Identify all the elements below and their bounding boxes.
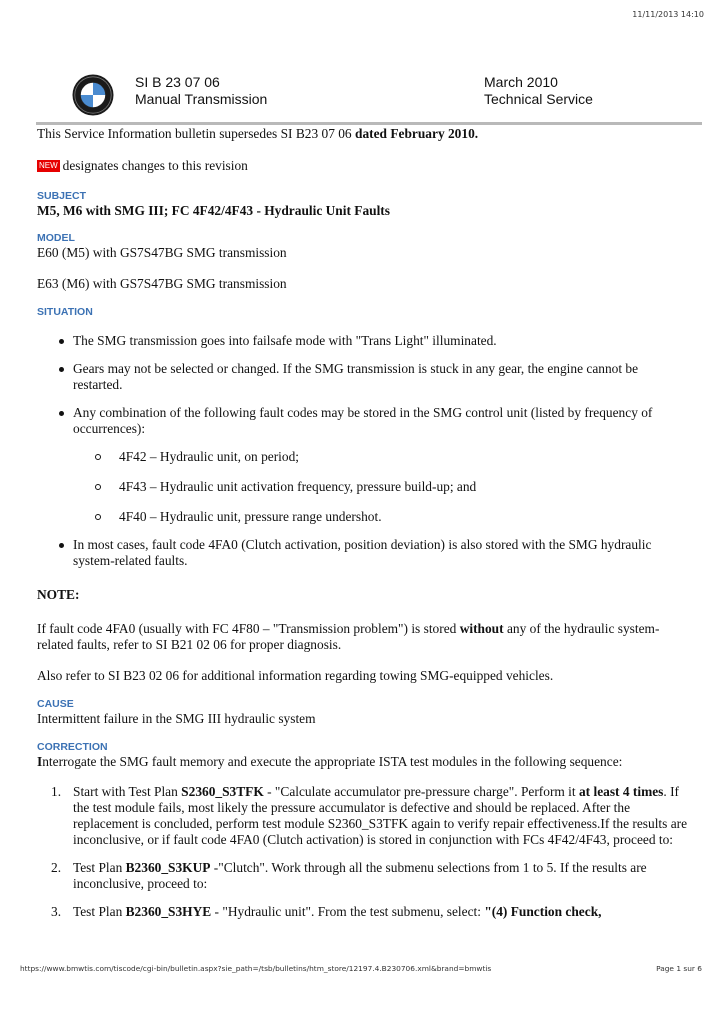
model-line: E60 (M5) with GS7S47BG SMG transmission (37, 245, 287, 260)
note-paragraph: If fault code 4FA0 (usually with FC 4F80 – "Transmission problem") is stored without any of the hydraulic system-related faults, refer to SI B21 02 06 for proper diagnosis. (37, 621, 660, 652)
new-legend: NEW designates changes to this revision (39, 158, 248, 173)
situation-list (37, 333, 689, 437)
list-item: The SMG transmission goes into failsafe mode with "Trans Light" illuminated. (37, 333, 689, 349)
supersedes-line: This Service Information bulletin supersedes SI B23 07 06 dated February 2010. (37, 126, 479, 141)
step-number: 1. (51, 784, 62, 799)
bulletin-body (37, 126, 689, 920)
bmw-logo-icon (72, 74, 114, 116)
page-number: Page 1 sur 6 (656, 964, 702, 973)
step-number: 2. (51, 860, 62, 875)
list-item: 4F43 – Hydraulic unit activation frequency, pressure build-up; and (37, 479, 689, 495)
bulletin-category: Manual Transmission (135, 91, 268, 107)
bulletin-date: March 2010 (484, 74, 558, 90)
correction-intro: Interrogate the SMG fault memory and execute the appropriate ISTA test modules in the following sequence: (37, 754, 623, 769)
correction-label: CORRECTION (37, 741, 108, 753)
correction-steps (37, 784, 689, 920)
print-timestamp: 11/11/2013 14:10 (632, 10, 704, 19)
header-divider (36, 122, 702, 125)
model-label: MODEL (37, 232, 75, 244)
towing-reference: Also refer to SI B23 02 06 for additional information regarding towing SMG-equipped vehicles. (37, 668, 554, 683)
list-item: 4F40 – Hydraulic unit, pressure range undershot. (37, 509, 689, 525)
note-heading: NOTE: (37, 587, 80, 602)
model-line: E63 (M6) with GS7S47BG SMG transmission (37, 276, 287, 291)
list-item: Gears may not be selected or changed. If the SMG transmission is stuck in any gear, the engine cannot be restarted. (37, 361, 689, 393)
source-url: https://www.bmwtis.com/tiscode/cgi-bin/bulletin.aspx?sie_path=/tsb/bulletins/htm_store/12197.4.B230706.xml&brand=bmwtis (20, 964, 492, 973)
new-badge: NEW (39, 161, 58, 170)
list-item: In most cases, fault code 4FA0 (Clutch activation, position deviation) is also stored with the SMG hydraulic system-related faults. (37, 537, 689, 569)
subject-text: M5, M6 with SMG III; FC 4F42/4F43 - Hydraulic Unit Faults (37, 203, 390, 218)
list-item: Any combination of the following fault codes may be stored in the SMG control unit (listed by frequency of occurrences): (37, 405, 689, 437)
cause-text: Intermittent failure in the SMG III hydraulic system (37, 711, 316, 726)
list-item: 4F42 – Hydraulic unit, on period; (37, 449, 689, 465)
situation-label: SITUATION (37, 306, 93, 318)
bulletin-id: SI B 23 07 06 (135, 74, 220, 90)
bulletin-header (72, 74, 652, 118)
situation-list-cont (37, 537, 689, 569)
cause-label: CAUSE (37, 698, 74, 710)
list-item: 3. Test Plan B2360_S3HYE - "Hydraulic unit". From the test submenu, select: "(4) Function check, (51, 904, 602, 919)
fault-code-list (37, 449, 689, 525)
list-item: 2. Test Plan B2360_S3KUP -"Clutch". Work through all the submenu selections from 1 to 5. If the results are inconclusive, proceed to: (51, 860, 647, 891)
bulletin-type: Technical Service (484, 91, 593, 107)
step-number: 3. (51, 904, 62, 919)
list-item: 1. Start with Test Plan S2360_S3TFK - "Calculate accumulator pre-pressure charge". Perform it at least 4 times. If the test module fails, most likely the pressure accumulator is defective and should be replaced. After the replacement is concluded, perform test module S2360_S3TFK again to verify repair effectiveness.If the results are inconclusive, or if fault code 4FA0 (Clutch activation) is stored in conjunction with FCs 4F42/4F43, proceed to: (51, 784, 688, 847)
subject-label: SUBJECT (37, 190, 87, 202)
